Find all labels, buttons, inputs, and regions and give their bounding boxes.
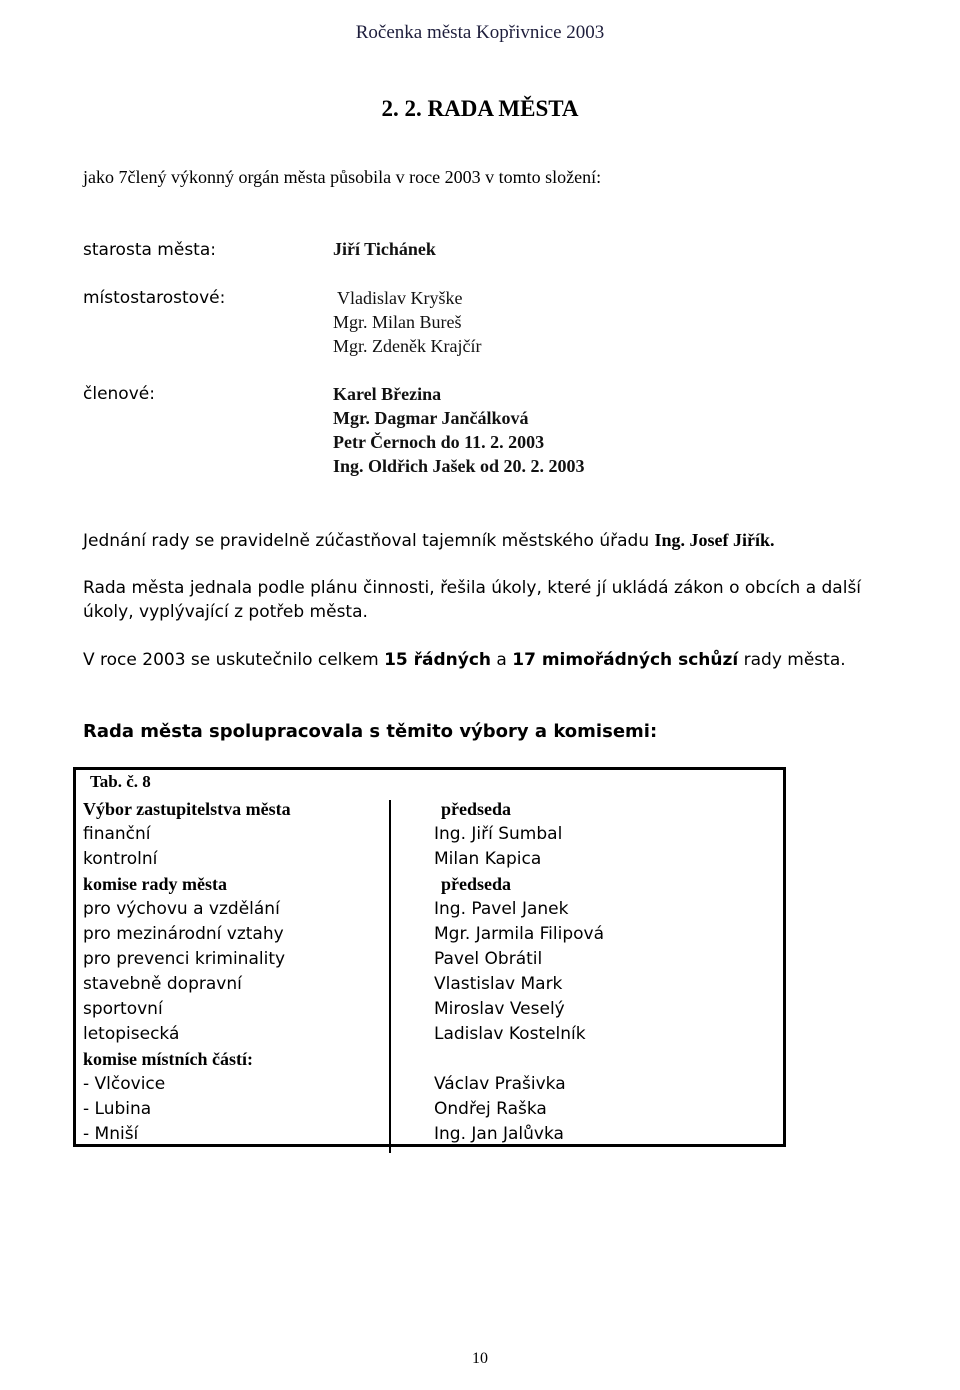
deputy-name: Vladislav Kryške — [337, 288, 463, 308]
deputies-label: místostarostové: — [83, 288, 226, 308]
running-header: Ročenka města Kopřivnice 2003 — [355, 22, 605, 43]
table-cell-committee: pro mezinárodní vztahy — [83, 924, 284, 944]
table-cell-committee: kontrolní — [83, 849, 158, 869]
table-cell-chair: Ladislav Kostelník — [434, 1024, 586, 1044]
activity-paragraph-line2: úkoly, vyplývající z potřeb města. — [83, 602, 368, 622]
table-cell-chair: předseda — [441, 874, 512, 894]
committees-heading: Rada města spolupracovala s těmito výbory a komisemi: — [83, 721, 658, 742]
table-cell-chair: Ondřej Raška — [434, 1099, 547, 1119]
meetings-text: V roce 2003 se uskutečnilo celkem — [83, 650, 385, 670]
table-cell-chair: Vlastislav Mark — [434, 974, 563, 994]
member-name: Mgr. Dagmar Jančálková — [333, 408, 529, 428]
table-cell-chair: Mgr. Jarmila Filipová — [434, 924, 605, 944]
table-cell-committee: finanční — [83, 824, 151, 844]
table-cell-committee: - Mniší — [83, 1124, 139, 1144]
table-cell-committee: Výbor zastupitelstva města — [83, 799, 291, 819]
table-cell-committee: stavebně dopravní — [83, 974, 242, 994]
meetings-paragraph — [83, 648, 846, 672]
table-cell-chair: Milan Kapica — [434, 849, 542, 869]
mayor-name: Jiří Tichánek — [333, 239, 436, 259]
table-cell-chair: předseda — [441, 799, 512, 819]
table-cell-committee: - Vlčovice — [83, 1074, 166, 1094]
table-cell-committee: pro výchovu a vzdělání — [83, 899, 280, 919]
table-cell-committee: letopisecká — [83, 1024, 180, 1044]
section-title: 2. 2. RADA MĚSTA — [381, 96, 579, 121]
secretary-text: Jednání rady se pravidelně zúčastňoval tajemník městského úřadu — [83, 531, 655, 551]
table-cell-committee: komise rady města — [83, 874, 227, 894]
member-name: Petr Černoch do 11. 2. 2003 — [333, 432, 545, 452]
members-label: členové: — [83, 384, 155, 404]
table-cell-chair: Pavel Obrátil — [434, 949, 543, 969]
table-cell-committee: sportovní — [83, 999, 163, 1019]
member-name: Karel Březina — [333, 384, 442, 404]
table-cell-committee: komise místních částí: — [83, 1049, 253, 1069]
mayor-label: starosta města: — [83, 240, 216, 260]
table-cell-chair: Ing. Jiří Sumbal — [434, 824, 563, 844]
extraordinary-meetings-count: 17 mimořádných schůzí — [512, 650, 739, 670]
regular-meetings-count: 15 řádných — [384, 650, 492, 670]
table-column-divider — [389, 800, 391, 1153]
table-cell-committee: pro prevenci kriminality — [83, 949, 286, 969]
deputy-name: Mgr. Zdeněk Krajčír — [333, 336, 482, 356]
page-number: 10 — [472, 1350, 488, 1367]
meetings-text: rady města. — [738, 650, 846, 670]
intro-text: jako 7člený výkonný orgán města působila v roce 2003 v tomto složení: — [83, 167, 602, 187]
secretary-paragraph — [83, 528, 775, 553]
meetings-text: a — [491, 650, 513, 670]
table-cell-chair: Miroslav Veselý — [434, 999, 565, 1019]
secretary-name: Ing. Josef Jiřík. — [654, 530, 775, 550]
member-name: Ing. Oldřich Jašek od 20. 2. 2003 — [333, 456, 585, 476]
table-caption: Tab. č. 8 — [90, 772, 151, 791]
table-cell-chair: Ing. Pavel Janek — [434, 899, 569, 919]
table-cell-committee: - Lubina — [83, 1099, 152, 1119]
activity-paragraph-line1: Rada města jednala podle plánu činnosti, řešila úkoly, které jí ukládá zákon o obcích a další — [83, 578, 862, 598]
table-cell-chair: Ing. Jan Jalůvka — [434, 1124, 564, 1144]
table-cell-chair: Václav Prašivka — [434, 1074, 566, 1094]
deputy-name: Mgr. Milan Bureš — [333, 312, 462, 332]
